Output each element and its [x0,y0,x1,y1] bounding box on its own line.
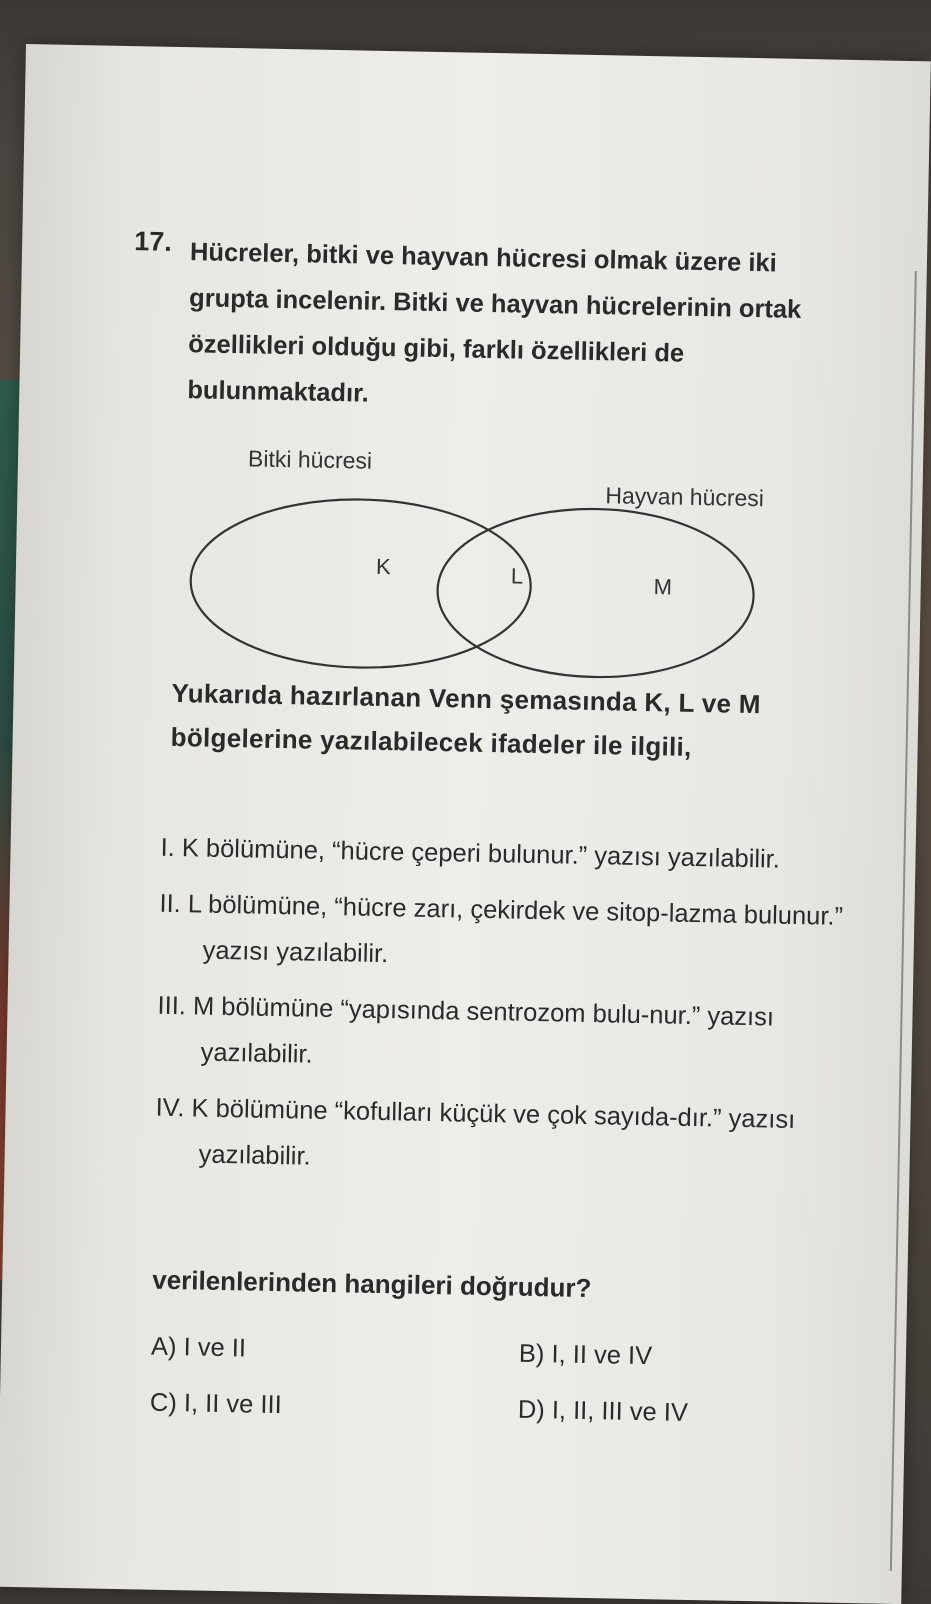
statement-text: L bölümüne, “hücre zarı, çekirdek ve sitop-lazma bulunur.” yazısı yazılabilir. [187,890,851,969]
option-text: I, II ve III [183,1389,282,1420]
statement-item [160,825,851,884]
option-text: I ve II [183,1333,247,1363]
option-letter: C) [149,1388,178,1418]
statement-numeral: II. [159,889,182,919]
statement-numeral: IV. [155,1093,185,1123]
statement-list [154,825,851,1200]
statement-text: K bölümüne “kofulları küçük ve çok sayıda-dır.” yazısı yazılabilir. [191,1094,803,1171]
page-edge-line [890,271,917,1571]
option-letter: D) [517,1395,546,1425]
statement-numeral: III. [157,991,187,1021]
venn-right-label: Hayvan hücresi [605,482,765,512]
question-prompt: Yukarıda hazırlanan Venn şemasında K, L ve M bölgelerine yazılabilecek ifadeler ile ilgili, [170,677,762,762]
venn-animal-cell-ellipse [436,506,755,680]
option-text: I, II ve IV [551,1340,653,1371]
option-b[interactable] [519,1340,653,1372]
statement-item [158,881,850,986]
option-c[interactable] [150,1389,282,1421]
option-text: I, II, III ve IV [551,1396,689,1427]
venn-region-m: M [653,574,673,600]
option-d[interactable] [518,1396,689,1428]
statement-item [156,983,848,1088]
statement-item [154,1085,846,1190]
option-letter: B) [518,1339,545,1369]
worksheet-page [0,44,931,1604]
venn-diagram [224,446,789,697]
venn-left-label: Bitki hücresi [247,445,373,474]
statement-numeral: I. [160,833,176,863]
venn-plant-cell-ellipse [189,496,532,670]
question-intro: Hücreler, bitki ve hayvan hücresi olmak üzere iki grupta incelenir. Bitki ve hayvan hücrelerinin ortak özellikleri olduğu gibi, farklı özellikleri de bulunmaktadır. [187,238,802,408]
venn-region-k: K [375,553,391,580]
statement-text: M bölümüne “yapısında sentrozom bulu-nur.” yazısı yazılabilir. [192,992,782,1069]
venn-region-l: L [510,563,524,589]
option-letter: A) [150,1332,177,1362]
question-number: 17. [133,226,173,257]
statement-text: K bölümüne, “hücre çeperi bulunur.” yazısı yazılabilir. [181,834,781,874]
question-ask: verilenlerinden hangileri doğrudur? [152,1264,592,1304]
option-a[interactable] [151,1333,246,1364]
